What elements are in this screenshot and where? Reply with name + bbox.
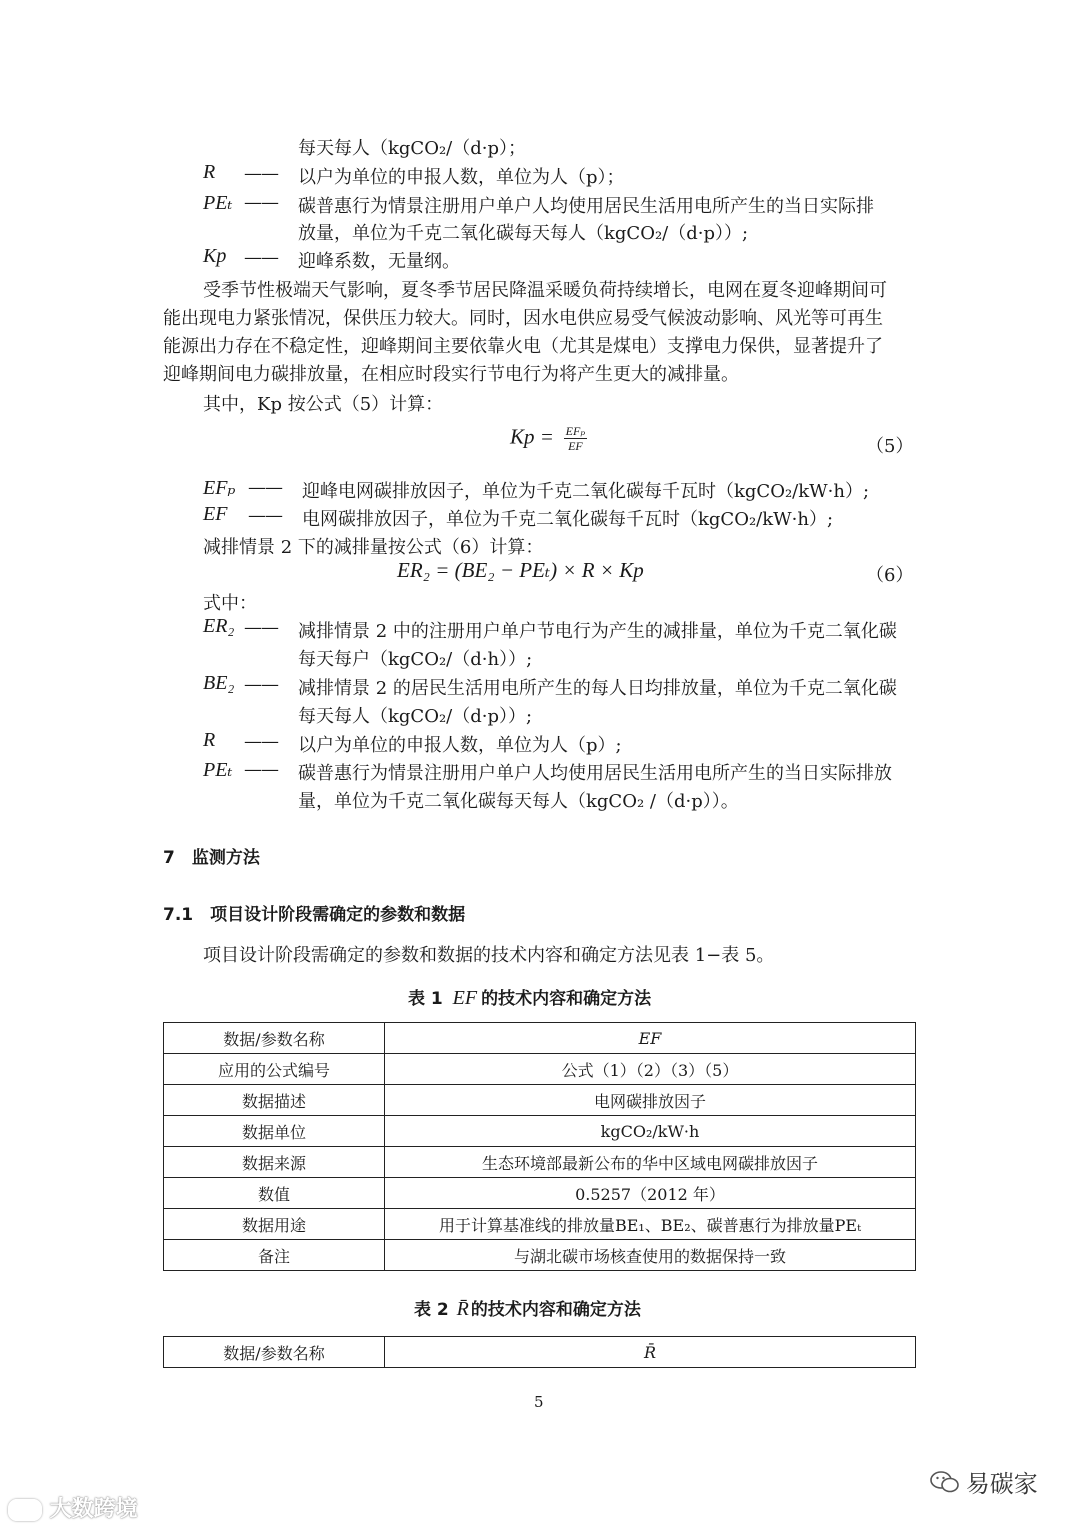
- symbol-be2: BE₂: [203, 672, 235, 694]
- paragraph-line: 其中，Kp 按公式（5）计算：: [203, 394, 444, 415]
- table-cell-value: 与湖北碳市场核查使用的数据保持一致: [385, 1240, 916, 1271]
- watermark-left-text: 大数跨境: [49, 1497, 138, 1522]
- table-caption-suffix: 的技术内容和确定方法: [481, 989, 652, 1009]
- equation-number: （5）: [866, 436, 914, 457]
- equation-5: [510, 424, 587, 453]
- dash: ——: [244, 731, 278, 752]
- section-heading: 7 监测方法: [163, 848, 260, 868]
- symbol-pet: PEₜ: [203, 192, 233, 214]
- table-caption-suffix: 的技术内容和确定方法: [470, 1300, 641, 1320]
- definition-be2-line2: 每天每人（kgCO₂/（d·p））;: [298, 706, 533, 727]
- watermark-right-text: 易碳家: [965, 1470, 1038, 1498]
- symbol-ef: EF: [203, 503, 228, 525]
- definition-continuation: 每天每人（kgCO₂/（d·p）；: [298, 138, 527, 159]
- table-row: [164, 1023, 916, 1054]
- table-cell-label: 备注: [164, 1240, 385, 1271]
- wechat-icon: [930, 1470, 960, 1494]
- dash: ——: [244, 247, 278, 268]
- definition-be2-line1: 减排情景 2 的居民生活用电所产生的每人日均排放量，单位为千克二氧化碳: [298, 678, 897, 699]
- table-caption-variable: EF: [452, 987, 478, 1009]
- definition-pet-line2: 放量，单位为千克二氧化碳每天每人（kgCO₂/（d·p））;: [298, 223, 749, 244]
- subsection-heading: 7.1 项目设计阶段需确定的参数和数据: [163, 905, 466, 925]
- table-row: [164, 1085, 916, 1116]
- table-cell-value: 0.5257（2012 年）: [385, 1178, 916, 1209]
- table-cell-value: R̄: [385, 1337, 916, 1368]
- table-cell-label: 应用的公式编号: [164, 1054, 385, 1085]
- watermark-left: [8, 1492, 138, 1523]
- table-cell-value: 公式（1）（2）（3）（5）: [385, 1054, 916, 1085]
- definition-kp: 迎峰系数，无量纲。: [298, 251, 460, 272]
- symbol-kp: Kp: [203, 245, 227, 267]
- paragraph-line: 迎峰期间电力碳排放量，在相应时段实行节电行为将产生更大的减排量。: [163, 364, 739, 385]
- table-cell-label: 数据用途: [164, 1209, 385, 1240]
- table-cell-value: EF: [385, 1023, 916, 1054]
- link-icon: [8, 1499, 42, 1521]
- paragraph-line: 受季节性极端天气影响，夏冬季节居民降温采暖负荷持续增长，电网在夏冬迎峰期间可: [203, 280, 887, 301]
- table-row: [164, 1178, 916, 1209]
- table-cell-label: 数据来源: [164, 1147, 385, 1178]
- dash: ——: [248, 505, 282, 526]
- paragraph-line: 减排情景 2 下的减排量按公式（6）计算：: [203, 537, 544, 558]
- table-row: [164, 1054, 916, 1085]
- equation-fraction: [564, 424, 587, 453]
- table-cell-label: 数据单位: [164, 1116, 385, 1147]
- dash: ——: [244, 674, 278, 695]
- table-caption: [414, 1295, 641, 1321]
- table-row: [164, 1209, 916, 1240]
- symbol-r: R: [203, 161, 216, 183]
- table-caption-prefix: 表 1: [408, 989, 443, 1009]
- table-cell-label: 数据/参数名称: [164, 1023, 385, 1054]
- table-cell-label: 数据描述: [164, 1085, 385, 1116]
- equation-6: ER₂ = (BE₂ − PEₜ) × R × Kp: [397, 558, 644, 582]
- table-cell-value: 电网碳排放因子: [385, 1085, 916, 1116]
- watermark-right: [930, 1464, 1038, 1499]
- fraction-numerator: EFₚ: [565, 424, 586, 438]
- table-2: [163, 1336, 916, 1368]
- fraction-denominator: EF: [568, 439, 583, 453]
- definition-er2-line2: 每天每户（kgCO₂/（d·h））;: [298, 649, 533, 670]
- table-caption: [408, 984, 651, 1010]
- paragraph-line: 能源出力存在不稳定性，迎峰期间主要依靠火电（尤其是煤电）支撑电力保供，显著提升了: [163, 336, 883, 357]
- symbol-efp: EFₚ: [203, 477, 236, 499]
- dash: ——: [244, 617, 278, 638]
- definition-r: 以户为单位的申报人数，单位为人（p）;: [298, 735, 622, 756]
- definition-pet-line1: 碳普惠行为情景注册用户单户人均使用居民生活用电所产生的当日实际排: [298, 196, 874, 217]
- equation-lhs: Kp =: [510, 424, 554, 449]
- table-row: [164, 1337, 916, 1368]
- dash: ——: [244, 163, 278, 184]
- table-cell-value: 用于计算基准线的排放量BE₁、BE₂、碳普惠行为排放量PEₜ: [385, 1209, 916, 1240]
- dash: ——: [248, 477, 282, 498]
- table-row: [164, 1147, 916, 1178]
- table-row: [164, 1240, 916, 1271]
- table-cell-label: 数值: [164, 1178, 385, 1209]
- definition-ef: 电网碳排放因子，单位为千克二氧化碳每千瓦时（kgCO₂/kW·h）;: [302, 509, 834, 530]
- definition-pet-line1: 碳普惠行为情景注册用户单户人均使用居民生活用电所产生的当日实际排放: [298, 763, 892, 784]
- where-label: 式中：: [203, 593, 257, 614]
- symbol-pet: PEₜ: [203, 759, 233, 781]
- dash: ——: [244, 192, 278, 213]
- table-caption-variable: R̄: [456, 1298, 469, 1320]
- table-row: [164, 1116, 916, 1147]
- table-caption-prefix: 表 2: [414, 1300, 449, 1320]
- page-number: 5: [534, 1393, 544, 1411]
- table-cell-label: 数据/参数名称: [164, 1337, 385, 1368]
- dash: ——: [244, 759, 278, 780]
- paragraph-line: 项目设计阶段需确定的参数和数据的技术内容和确定方法见表 1−表 5。: [203, 945, 775, 966]
- symbol-r: R: [203, 729, 216, 751]
- table-cell-value: 生态环境部最新公布的华中区域电网碳排放因子: [385, 1147, 916, 1178]
- definition-efp: 迎峰电网碳排放因子，单位为千克二氧化碳每千瓦时（kgCO₂/kW·h）;: [302, 481, 870, 502]
- table-1: [163, 1022, 916, 1271]
- paragraph-line: 能出现电力紧张情况，保供压力较大。同时，因水电供应易受气候波动影响、风光等可再生: [163, 308, 883, 329]
- equation-number: （6）: [866, 565, 914, 586]
- definition-pet-line2: 量，单位为千克二氧化碳每天每人（kgCO₂ /（d·p））。: [298, 791, 739, 812]
- table-cell-value: kgCO₂/kW·h: [385, 1116, 916, 1147]
- symbol-er2: ER₂: [203, 615, 235, 637]
- definition-r: 以户为单位的申报人数，单位为人（p）；: [298, 167, 625, 188]
- definition-er2-line1: 减排情景 2 中的注册用户单户节电行为产生的减排量，单位为千克二氧化碳: [298, 621, 897, 642]
